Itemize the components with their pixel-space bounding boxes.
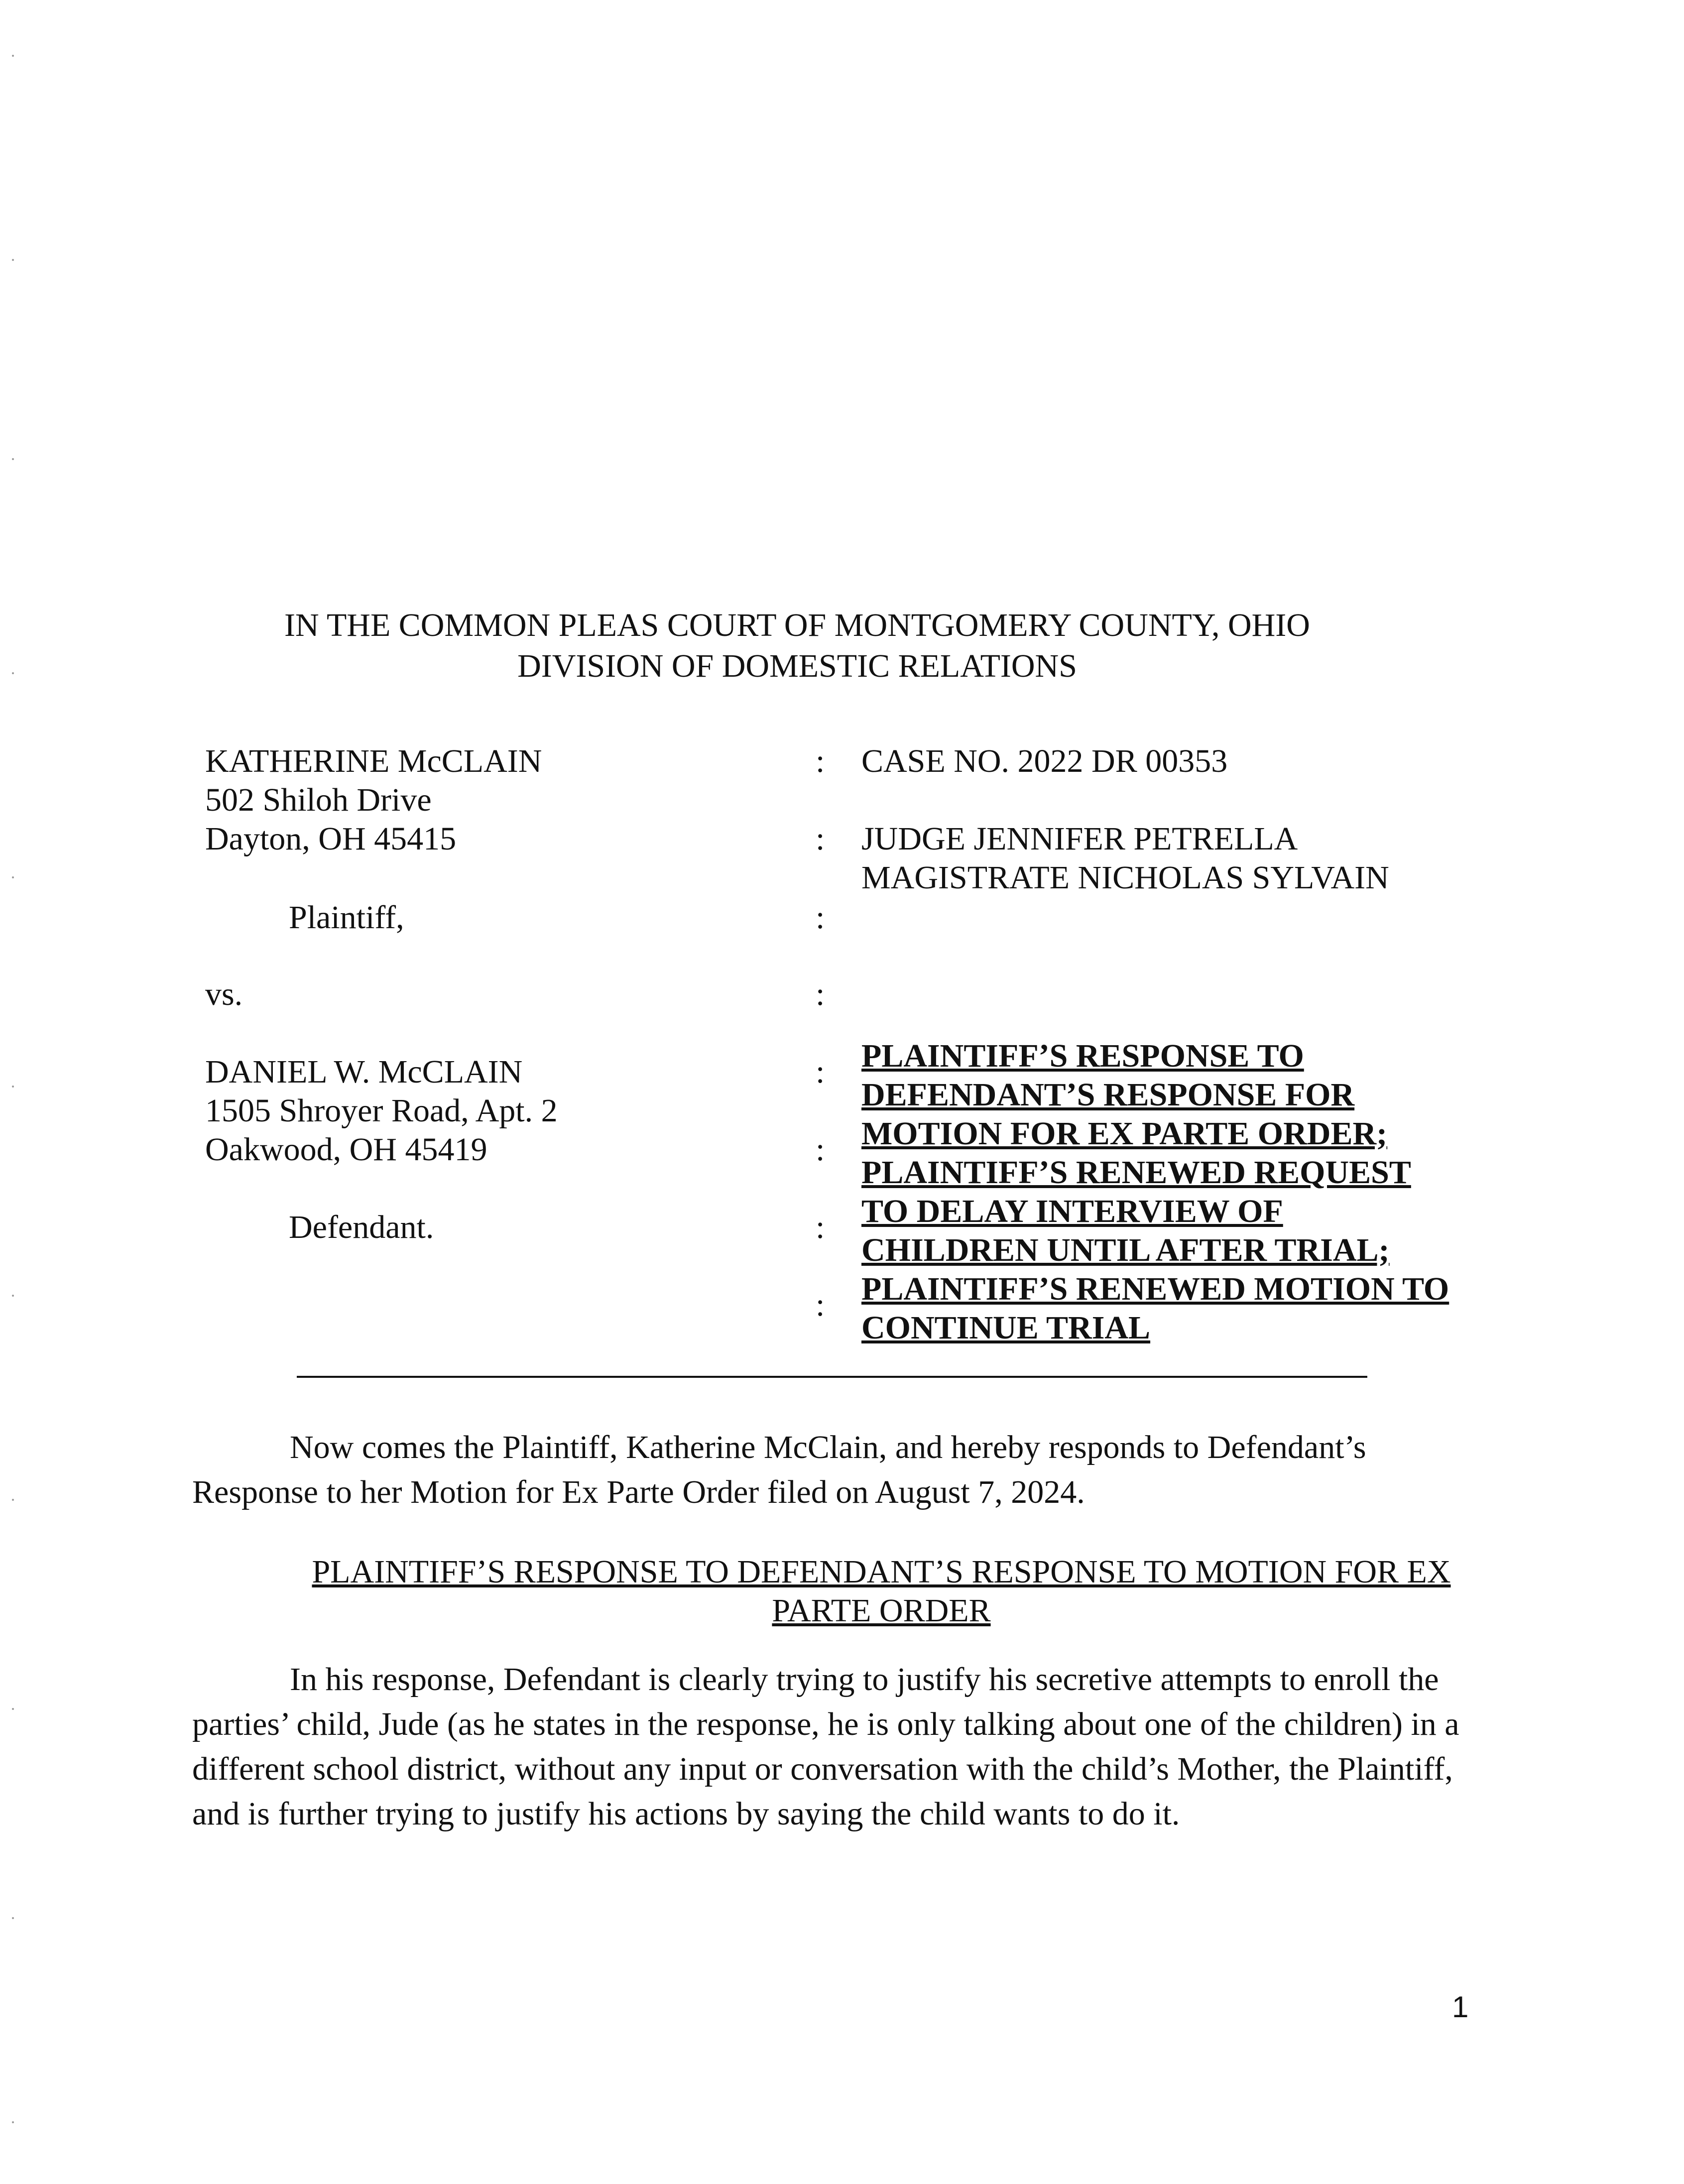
plaintiff-address-line2: Dayton, OH 45415 [205, 821, 457, 857]
defendant-name: DANIEL W. McCLAIN [205, 1054, 523, 1090]
versus-label: vs. [205, 976, 243, 1012]
title-line: PLAINTIFF’S RESPONSE TO [861, 1038, 1304, 1074]
court-division: DIVISION OF DOMESTIC RELATIONS [517, 648, 1077, 684]
section-heading-line: PARTE ORDER [772, 1592, 991, 1629]
body-line: parties’ child, Jude (as he states in the response, he is only talking about one of the children) in a [192, 1706, 1459, 1742]
court-name: IN THE COMMON PLEAS COURT OF MONTGOMERY COUNTY, OHIO [284, 607, 1310, 643]
caption-colon: : [816, 1209, 825, 1245]
document-title [861, 1037, 1449, 1347]
caption-colon: : [816, 1287, 825, 1323]
caption-colon: : [816, 899, 825, 936]
title-line: TO DELAY INTERVIEW OF [861, 1193, 1283, 1229]
intro-line: Response to her Motion for Ex Parte Order filed on August 7, 2024. [192, 1474, 1085, 1510]
judge-name: JUDGE JENNIFER PETRELLA [861, 821, 1298, 857]
section-heading [279, 1553, 1484, 1630]
intro-paragraph [192, 1425, 1467, 1515]
intro-line: Now comes the Plaintiff, Katherine McClain, and hereby responds to Defendant’s [290, 1429, 1366, 1465]
plaintiff-name: KATHERINE McCLAIN [205, 743, 542, 779]
body-line: In his response, Defendant is clearly trying to justify his secretive attempts to enroll the [290, 1661, 1439, 1698]
caption-colon: : [816, 1131, 825, 1168]
defendant-role: Defendant. [289, 1209, 434, 1245]
plaintiff-role: Plaintiff, [289, 899, 404, 936]
body-paragraph [192, 1657, 1467, 1836]
section-heading-line: PLAINTIFF’S RESPONSE TO DEFENDANT’S RESPONSE TO MOTION FOR EX [312, 1554, 1451, 1590]
caption-colon: : [816, 821, 825, 857]
title-line: CONTINUE TRIAL [861, 1310, 1151, 1346]
defendant-address-line2: Oakwood, OH 45419 [205, 1131, 487, 1168]
magistrate-name: MAGISTRATE NICHOLAS SYLVAIN [861, 859, 1389, 896]
caption-colon: : [816, 1054, 825, 1090]
title-line: PLAINTIFF’S RENEWED MOTION TO [861, 1271, 1449, 1307]
caption-divider [297, 1376, 1367, 1378]
page-number: 1 [1452, 1990, 1469, 2024]
title-line: PLAINTIFF’S RENEWED REQUEST [861, 1154, 1411, 1191]
caption-colon: : [816, 743, 825, 779]
title-line: MOTION FOR EX PARTE ORDER; [861, 1115, 1388, 1152]
title-line: CHILDREN UNTIL AFTER TRIAL; [861, 1232, 1390, 1268]
body-line: and is further trying to justify his actions by saying the child wants to do it. [192, 1796, 1180, 1832]
body-line: different school district, without any input or conversation with the child’s Mother, the Plaintiff, [192, 1751, 1453, 1787]
defendant-address-line1: 1505 Shroyer Road, Apt. 2 [205, 1092, 558, 1129]
plaintiff-address-line1: 502 Shiloh Drive [205, 782, 432, 818]
title-line: DEFENDANT’S RESPONSE FOR [861, 1077, 1355, 1113]
case-number: CASE NO. 2022 DR 00353 [861, 743, 1228, 779]
caption-colon: : [816, 976, 825, 1012]
